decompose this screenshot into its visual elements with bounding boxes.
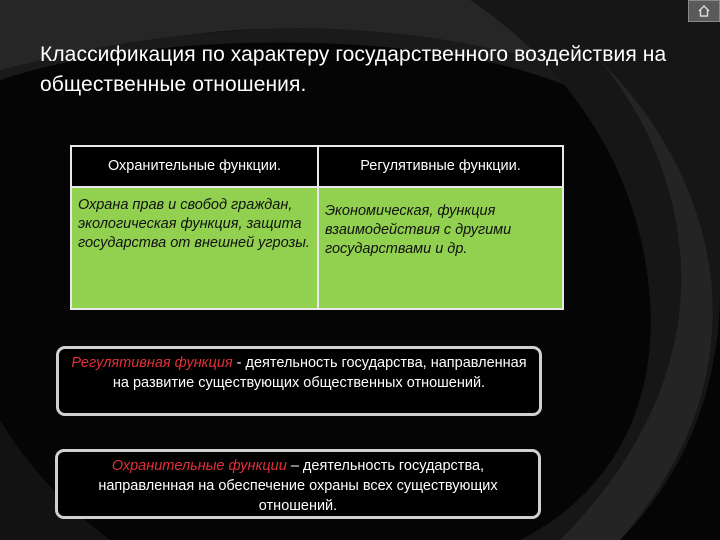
- definition-protective: [55, 449, 541, 519]
- table-header-regulative: Регулятивные функции.: [319, 147, 562, 186]
- functions-table: [70, 145, 564, 310]
- home-nav-button[interactable]: [688, 0, 720, 22]
- definition-term: Охранительные функции: [111, 458, 287, 474]
- slide-title: Классификация по характеру государственного воздействия на общественные отношения.: [40, 43, 667, 96]
- definition-term: Регулятивная функция: [71, 355, 233, 371]
- table-cell-protective: Охрана прав и свобод граждан, экологическая функция, защита государства от внешней угрозы.: [72, 188, 317, 308]
- table-header-protective: Охранительные функции.: [72, 147, 317, 186]
- table-cell-regulative: Экономическая, функция взаимодействия с другими государствами и др.: [319, 188, 562, 308]
- definition-text: – деятельность государства, направленная на обеспечение охраны всех существующих отношений.: [98, 458, 498, 514]
- definition-text: - деятельность государства, направленная на развитие существующих общественных отношений.: [112, 355, 527, 391]
- definition-regulative: [56, 346, 542, 416]
- home-icon: [697, 4, 711, 18]
